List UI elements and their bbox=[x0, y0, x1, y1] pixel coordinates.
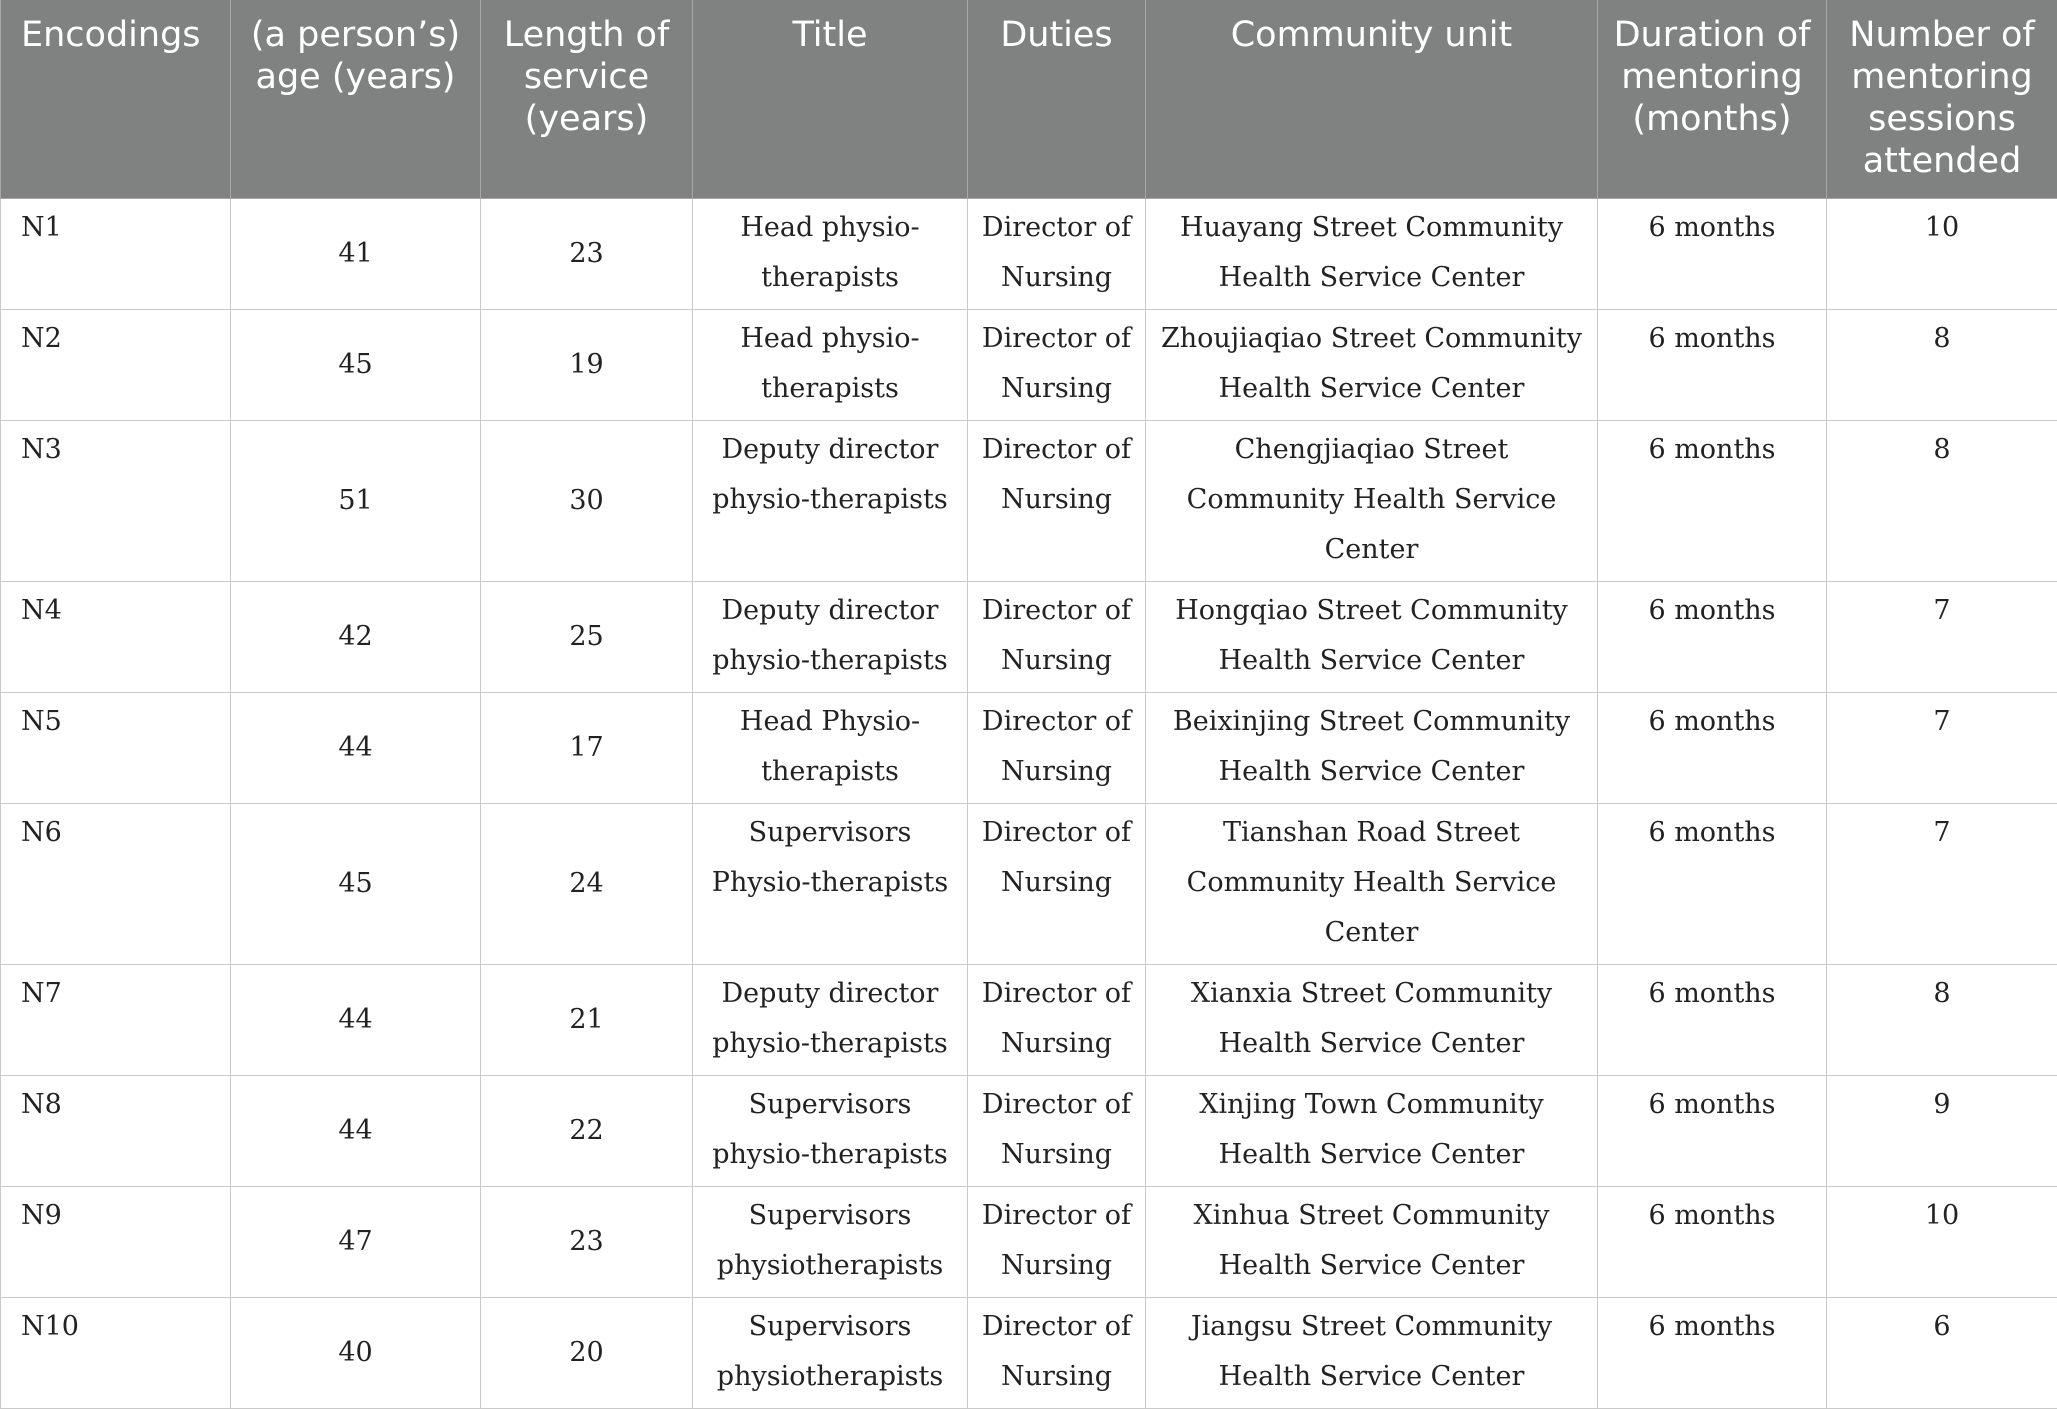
cell-encoding: N8 bbox=[1, 1075, 231, 1186]
table-row bbox=[1, 1186, 2057, 1297]
cell-encoding: N7 bbox=[1, 964, 231, 1075]
cell-length-of-service: 24 bbox=[481, 803, 693, 964]
table-row bbox=[1, 1297, 2057, 1408]
header-age: (a person’s) age (years) bbox=[231, 0, 481, 198]
table-row bbox=[1, 198, 2057, 309]
cell-title: Head Physio-therapists bbox=[693, 692, 968, 803]
cell-duties: Director of Nursing bbox=[968, 964, 1146, 1075]
cell-duration: 6 months bbox=[1598, 420, 1827, 581]
table-row bbox=[1, 581, 2057, 692]
cell-encoding: N6 bbox=[1, 803, 231, 964]
cell-community-unit: Tianshan Road Street Community Health Service Center bbox=[1146, 803, 1598, 964]
cell-sessions: 10 bbox=[1827, 1186, 2057, 1297]
cell-age: 51 bbox=[231, 420, 481, 581]
cell-duties: Director of Nursing bbox=[968, 1186, 1146, 1297]
cell-length-of-service: 25 bbox=[481, 581, 693, 692]
table-header bbox=[1, 0, 2057, 198]
cell-length-of-service: 21 bbox=[481, 964, 693, 1075]
cell-title: Head physio-therapists bbox=[693, 198, 968, 309]
cell-duties: Director of Nursing bbox=[968, 309, 1146, 420]
cell-encoding: N4 bbox=[1, 581, 231, 692]
cell-community-unit: Xinjing Town Community Health Service Center bbox=[1146, 1075, 1598, 1186]
header-row bbox=[1, 0, 2057, 198]
cell-duties: Director of Nursing bbox=[968, 692, 1146, 803]
table-row bbox=[1, 692, 2057, 803]
cell-title: Deputy director physio-therapists bbox=[693, 420, 968, 581]
table-row bbox=[1, 1075, 2057, 1186]
cell-age: 45 bbox=[231, 803, 481, 964]
cell-length-of-service: 22 bbox=[481, 1075, 693, 1186]
cell-community-unit: Jiangsu Street Community Health Service Center bbox=[1146, 1297, 1598, 1408]
cell-title: Supervisors physiotherapists bbox=[693, 1186, 968, 1297]
cell-title: Deputy director physio-therapists bbox=[693, 581, 968, 692]
cell-age: 44 bbox=[231, 1075, 481, 1186]
cell-length-of-service: 19 bbox=[481, 309, 693, 420]
cell-encoding: N3 bbox=[1, 420, 231, 581]
cell-sessions: 7 bbox=[1827, 692, 2057, 803]
cell-title: Supervisors physio-therapists bbox=[693, 1075, 968, 1186]
cell-length-of-service: 23 bbox=[481, 198, 693, 309]
cell-title: Head physio-therapists bbox=[693, 309, 968, 420]
header-length-of-service: Length of service (years) bbox=[481, 0, 693, 198]
cell-duties: Director of Nursing bbox=[968, 420, 1146, 581]
cell-encoding: N10 bbox=[1, 1297, 231, 1408]
cell-age: 44 bbox=[231, 964, 481, 1075]
cell-duties: Director of Nursing bbox=[968, 803, 1146, 964]
cell-community-unit: Zhoujiaqiao Street Community Health Service Center bbox=[1146, 309, 1598, 420]
cell-title: Supervisors Physio-therapists bbox=[693, 803, 968, 964]
cell-sessions: 8 bbox=[1827, 420, 2057, 581]
cell-community-unit: Xianxia Street Community Health Service Center bbox=[1146, 964, 1598, 1075]
cell-sessions: 10 bbox=[1827, 198, 2057, 309]
cell-sessions: 8 bbox=[1827, 309, 2057, 420]
cell-community-unit: Xinhua Street Community Health Service Center bbox=[1146, 1186, 1598, 1297]
cell-length-of-service: 17 bbox=[481, 692, 693, 803]
cell-duties: Director of Nursing bbox=[968, 1075, 1146, 1186]
cell-duration: 6 months bbox=[1598, 1186, 1827, 1297]
cell-age: 42 bbox=[231, 581, 481, 692]
header-community-unit: Community unit bbox=[1146, 0, 1598, 198]
header-sessions-attended: Number of mentoring sessions attended bbox=[1827, 0, 2057, 198]
table-row bbox=[1, 309, 2057, 420]
cell-sessions: 9 bbox=[1827, 1075, 2057, 1186]
cell-duration: 6 months bbox=[1598, 964, 1827, 1075]
cell-age: 45 bbox=[231, 309, 481, 420]
cell-encoding: N9 bbox=[1, 1186, 231, 1297]
table-row bbox=[1, 803, 2057, 964]
cell-encoding: N1 bbox=[1, 198, 231, 309]
cell-length-of-service: 23 bbox=[481, 1186, 693, 1297]
header-duration-of-mentoring: Duration of mentoring (months) bbox=[1598, 0, 1827, 198]
cell-community-unit: Chengjiaqiao Street Community Health Service Center bbox=[1146, 420, 1598, 581]
cell-duration: 6 months bbox=[1598, 1075, 1827, 1186]
cell-duties: Director of Nursing bbox=[968, 581, 1146, 692]
cell-duties: Director of Nursing bbox=[968, 198, 1146, 309]
cell-duration: 6 months bbox=[1598, 198, 1827, 309]
cell-duration: 6 months bbox=[1598, 692, 1827, 803]
cell-title: Deputy director physio-therapists bbox=[693, 964, 968, 1075]
header-encodings: Encodings bbox=[1, 0, 231, 198]
cell-title: Supervisors physiotherapists bbox=[693, 1297, 968, 1408]
cell-duties: Director of Nursing bbox=[968, 1297, 1146, 1408]
cell-duration: 6 months bbox=[1598, 803, 1827, 964]
cell-sessions: 7 bbox=[1827, 803, 2057, 964]
cell-age: 40 bbox=[231, 1297, 481, 1408]
table-row bbox=[1, 420, 2057, 581]
cell-sessions: 6 bbox=[1827, 1297, 2057, 1408]
cell-duration: 6 months bbox=[1598, 1297, 1827, 1408]
cell-age: 44 bbox=[231, 692, 481, 803]
table-row bbox=[1, 964, 2057, 1075]
cell-community-unit: Hongqiao Street Community Health Service Center bbox=[1146, 581, 1598, 692]
cell-age: 47 bbox=[231, 1186, 481, 1297]
header-duties: Duties bbox=[968, 0, 1146, 198]
cell-age: 41 bbox=[231, 198, 481, 309]
table-body bbox=[1, 198, 2057, 1408]
cell-length-of-service: 20 bbox=[481, 1297, 693, 1408]
cell-community-unit: Huayang Street Community Health Service Center bbox=[1146, 198, 1598, 309]
cell-length-of-service: 30 bbox=[481, 420, 693, 581]
cell-sessions: 7 bbox=[1827, 581, 2057, 692]
header-title: Title bbox=[693, 0, 968, 198]
cell-duration: 6 months bbox=[1598, 581, 1827, 692]
cell-encoding: N5 bbox=[1, 692, 231, 803]
cell-sessions: 8 bbox=[1827, 964, 2057, 1075]
cell-duration: 6 months bbox=[1598, 309, 1827, 420]
cell-community-unit: Beixinjing Street Community Health Service Center bbox=[1146, 692, 1598, 803]
cell-encoding: N2 bbox=[1, 309, 231, 420]
